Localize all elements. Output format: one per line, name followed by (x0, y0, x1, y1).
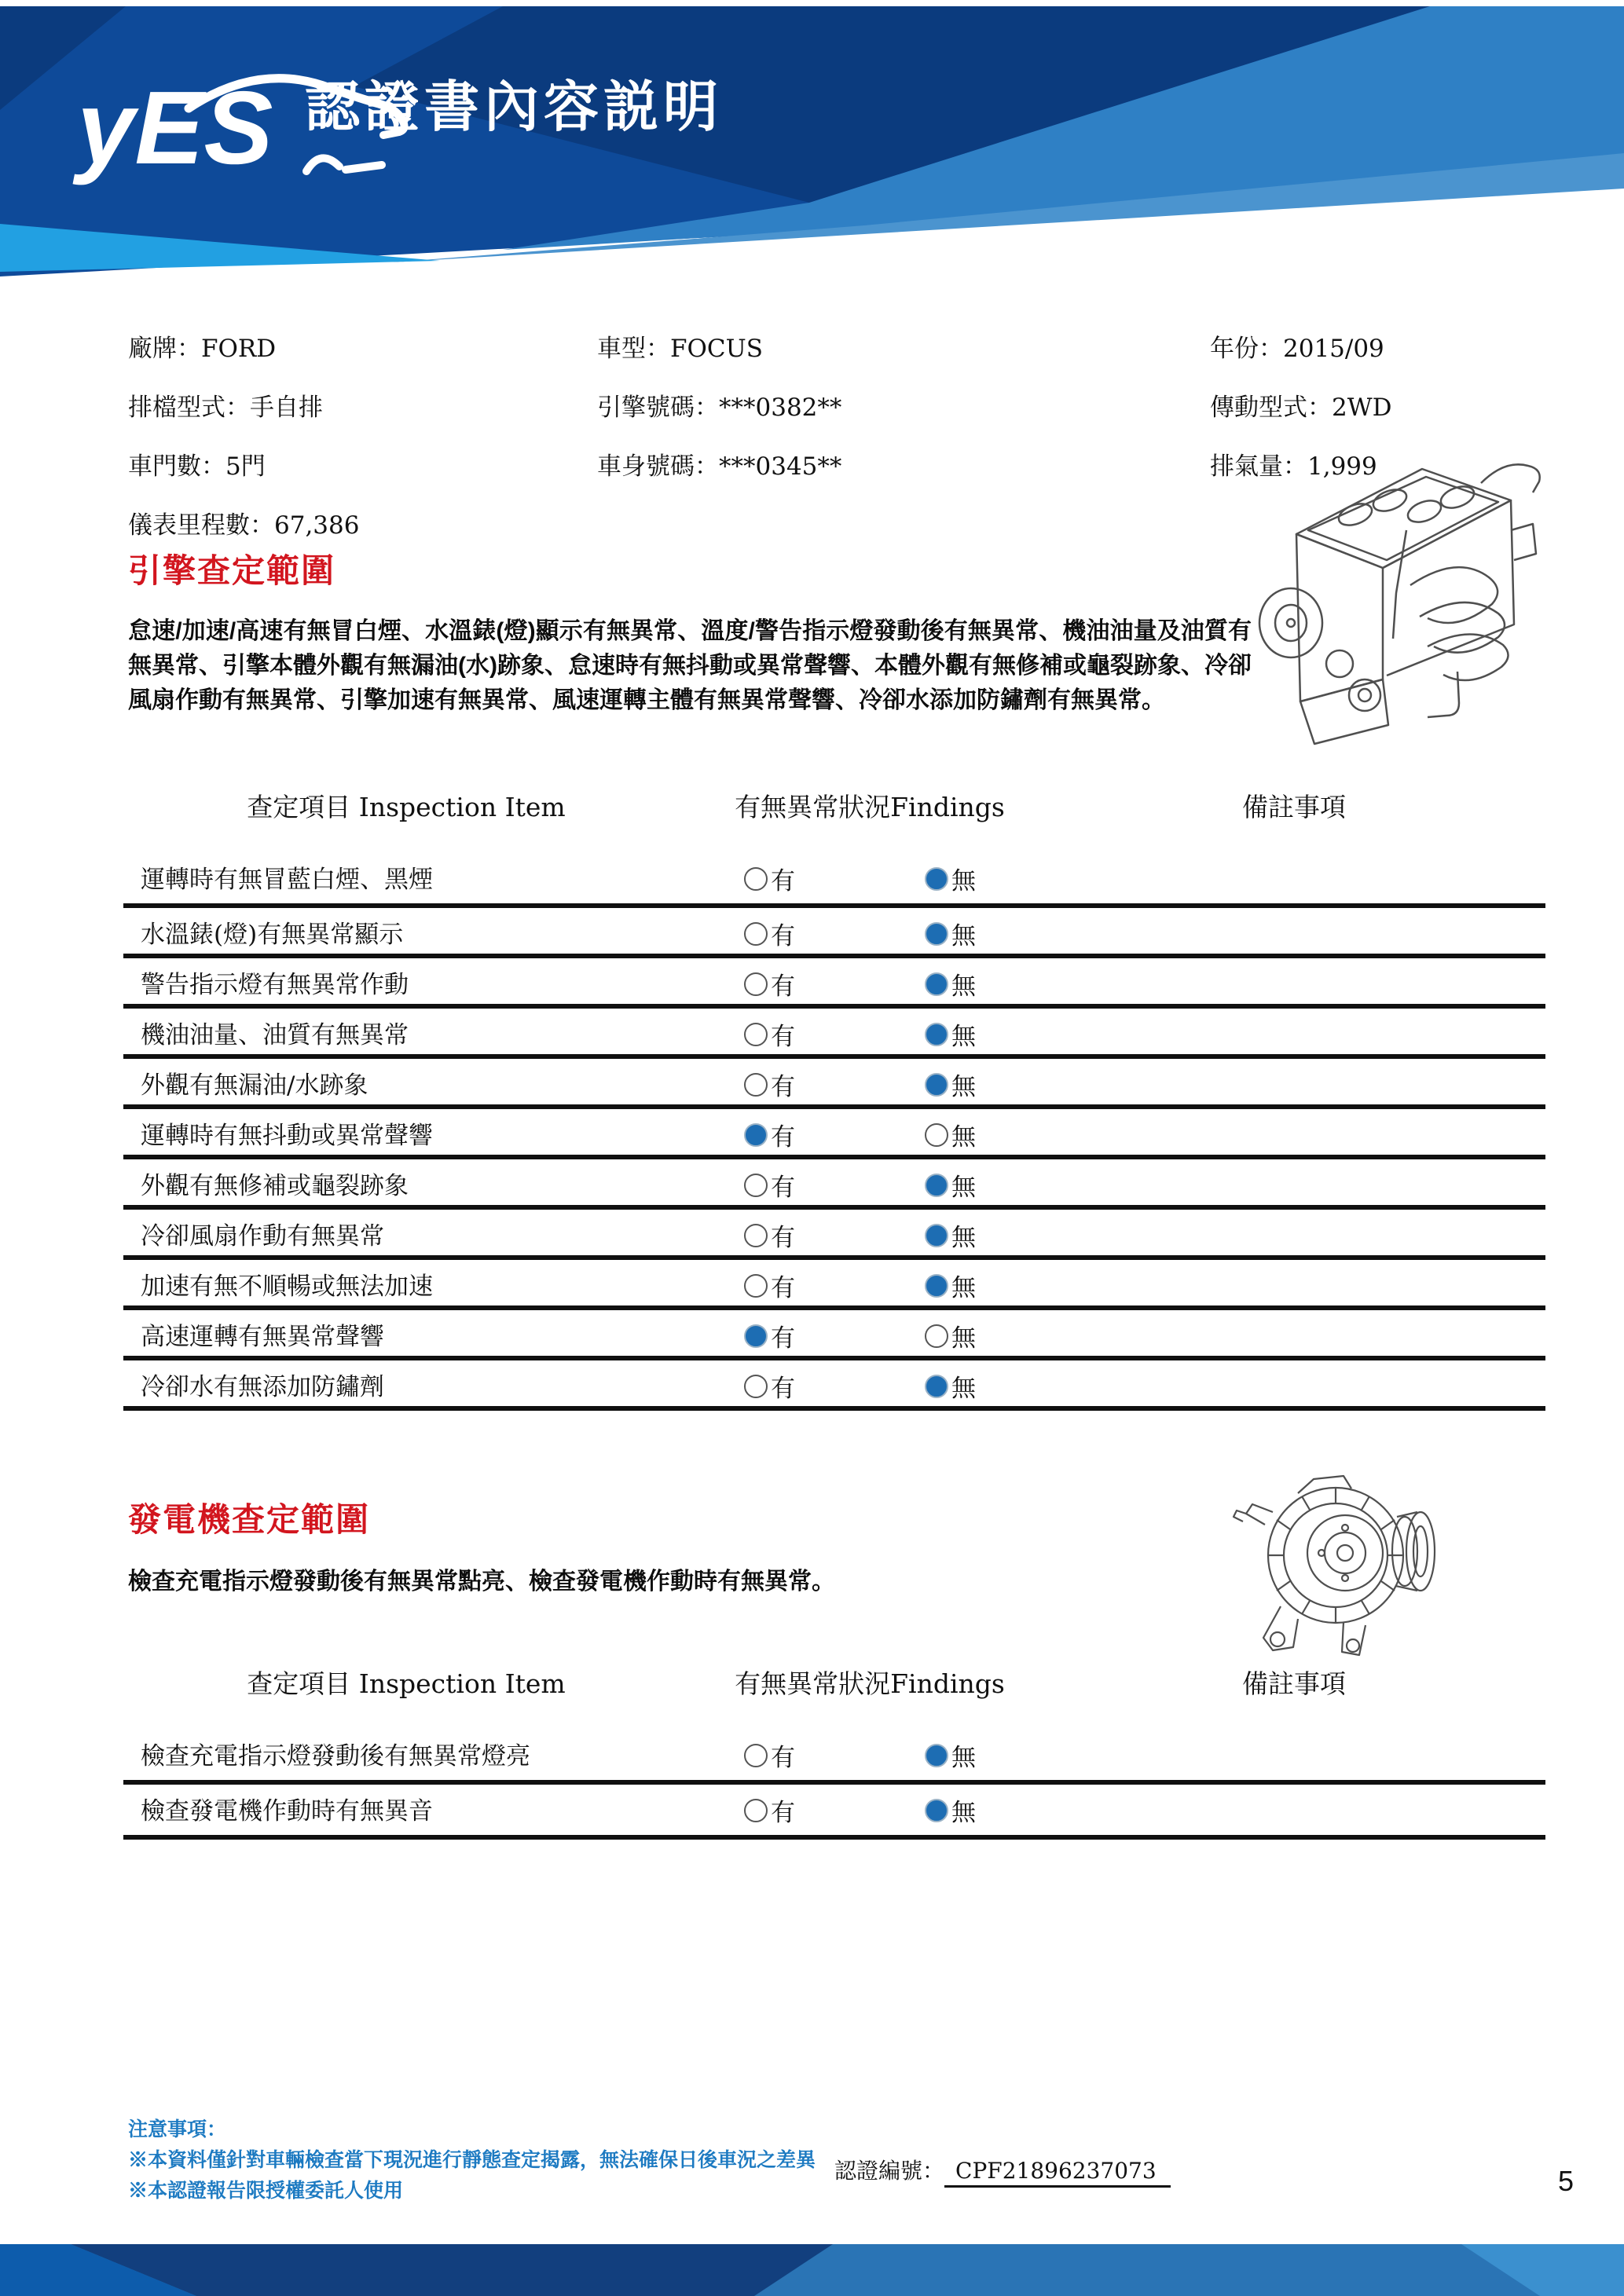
info-drivetrain: 傳動型式：2WD (1210, 394, 1392, 422)
radio-no-circle[interactable] (925, 1174, 948, 1197)
radio-no-circle[interactable] (925, 1744, 948, 1767)
column-header-item: 查定項目 Inspection Item (247, 1668, 566, 1699)
page-title: 認證書內容説明 (305, 76, 723, 137)
info-model: 車型：FOCUS (597, 335, 764, 363)
radio-yes[interactable]: 有 (744, 1268, 795, 1303)
svg-text:yES: yES (77, 70, 273, 185)
note-line: ※本認證報告限授權委託人使用 (128, 2180, 404, 2202)
table-row (123, 1785, 1545, 1840)
radio-yes[interactable]: 有 (744, 1792, 795, 1828)
inspection-item-label: 運轉時有無抖動或異常聲響 (141, 1122, 433, 1150)
table-row (123, 1360, 1545, 1411)
radio-no[interactable]: 無 (925, 1167, 976, 1203)
radio-yes-circle[interactable] (744, 1023, 768, 1046)
radio-no-circle[interactable] (925, 1274, 948, 1298)
table-row (123, 853, 1545, 908)
radio-yes-circle[interactable] (744, 1224, 768, 1247)
alternator-illustration (1226, 1465, 1461, 1669)
engine-section-description: 怠速/加速/高速有無冒白煙、水溫錶(燈)顯示有無異常、溫度/警告指示燈發動後有無異常、機油油量及油質有無異常、引擎本體外觀有無漏油(水)跡象、怠速時有無抖動或異常聲響、本體外觀有無修補或龜裂跡象、冷卻風扇作動有無異常、引擎加速有無異常、風速運轉主體有無異常聲響、冷卻水添加防鏽劑有無異常。 (128, 618, 1252, 713)
radio-no-circle[interactable] (925, 1224, 948, 1247)
radio-yes[interactable]: 有 (744, 861, 795, 896)
inspection-item-label: 加速有無不順暢或無法加速 (141, 1273, 433, 1301)
radio-yes[interactable]: 有 (744, 966, 795, 1002)
radio-no[interactable]: 無 (925, 1016, 976, 1052)
table-row (123, 908, 1545, 958)
radio-no[interactable]: 無 (925, 1067, 976, 1102)
column-header-remarks: 備註事項 (1242, 792, 1346, 822)
generator-section-description: 檢查充電指示燈發動後有無異常點亮、檢查發電機作動時有無異常。 (128, 1569, 835, 1595)
table-row (123, 1109, 1545, 1159)
radio-no[interactable]: 無 (925, 966, 976, 1002)
radio-no-circle[interactable] (925, 1073, 948, 1097)
inspection-item-label: 警告指示燈有無異常作動 (141, 971, 409, 999)
engine-illustration (1222, 436, 1567, 766)
table-row (123, 1730, 1545, 1785)
info-brand: 廠牌：FORD (128, 335, 277, 363)
inspection-item-label: 冷卻風扇作動有無異常 (141, 1222, 384, 1251)
inspection-item-label: 檢查發電機作動時有無異音 (141, 1797, 433, 1825)
table-row (123, 958, 1545, 1009)
radio-yes-circle[interactable] (744, 972, 768, 996)
radio-no[interactable]: 無 (925, 916, 976, 951)
generator-section-heading: 發電機查定範圍 (128, 1501, 371, 1538)
radio-no-circle[interactable] (925, 867, 948, 891)
radio-yes[interactable]: 有 (744, 1738, 795, 1773)
table-row (123, 1210, 1545, 1260)
column-header-item: 查定項目 Inspection Item (247, 792, 566, 822)
info-doors: 車門數：5門 (128, 452, 266, 481)
inspection-item-label: 外觀有無修補或龜裂跡象 (141, 1172, 409, 1200)
info-mileage: 儀表里程數：67,386 (128, 511, 360, 540)
table-row (123, 1009, 1545, 1059)
inspection-item-label: 高速運轉有無異常聲響 (141, 1323, 384, 1351)
generator-inspection-table (123, 1664, 1545, 1840)
radio-yes-circle[interactable] (744, 1123, 768, 1147)
table-row (123, 1260, 1545, 1310)
radio-no[interactable]: 無 (925, 1792, 976, 1828)
info-engine-no: 引擎號碼：***0382** (597, 394, 842, 422)
column-header-findings: 有無異常狀況Findings (735, 792, 1005, 822)
radio-no-circle[interactable] (925, 972, 948, 996)
inspection-item-label: 冷卻水有無添加防鏽劑 (141, 1373, 384, 1401)
radio-no[interactable]: 無 (925, 861, 976, 896)
info-transmission: 排檔型式：手自排 (128, 394, 323, 422)
table-row (123, 1159, 1545, 1210)
notes-title: 注意事項： (128, 2118, 227, 2140)
radio-yes-circle[interactable] (744, 867, 768, 891)
engine-section-heading: 引擎查定範圍 (128, 552, 336, 589)
radio-no-circle[interactable] (925, 1799, 948, 1822)
radio-yes-circle[interactable] (744, 1073, 768, 1097)
radio-no[interactable]: 無 (925, 1318, 976, 1353)
info-year: 年份：2015/09 (1210, 335, 1384, 363)
radio-no[interactable]: 無 (925, 1218, 976, 1253)
page-number: 5 (1557, 2165, 1574, 2197)
footer-notes (128, 2115, 816, 2206)
radio-no[interactable]: 無 (925, 1117, 976, 1152)
radio-no[interactable]: 無 (925, 1738, 976, 1773)
radio-yes-circle[interactable] (744, 922, 768, 946)
certificate-number-line (834, 2154, 1171, 2185)
inspection-item-label: 水溫錶(燈)有無異常顯示 (141, 921, 404, 949)
inspection-item-label: 運轉時有無冒藍白煙、黑煙 (141, 866, 433, 894)
radio-no[interactable]: 無 (925, 1268, 976, 1303)
radio-no-circle[interactable] (925, 1123, 948, 1147)
table-row (123, 1310, 1545, 1360)
radio-yes[interactable]: 有 (744, 1318, 795, 1353)
note-line: ※本資料僅針對車輛檢查當下現況進行靜態查定揭露，無法確保日後車況之差異 (128, 2149, 816, 2171)
inspection-item-label: 機油油量、油質有無異常 (141, 1021, 409, 1049)
footer-banner (0, 2244, 1624, 2296)
radio-yes-circle[interactable] (744, 1274, 768, 1298)
certificate-number-label: 認證編號： (834, 2158, 945, 2184)
column-header-remarks: 備註事項 (1242, 1668, 1346, 1699)
radio-no-circle[interactable] (925, 1023, 948, 1046)
radio-no-circle[interactable] (925, 922, 948, 946)
column-header-findings: 有無異常狀況Findings (735, 1668, 1005, 1699)
radio-yes-circle[interactable] (744, 1799, 768, 1822)
table-header (123, 787, 1545, 833)
radio-yes-circle[interactable] (744, 1324, 768, 1348)
radio-no-circle[interactable] (925, 1324, 948, 1348)
radio-yes[interactable]: 有 (744, 1368, 795, 1404)
table-row (123, 1059, 1545, 1109)
radio-no-circle[interactable] (925, 1375, 948, 1398)
radio-yes-circle[interactable] (744, 1174, 768, 1197)
header-banner (0, 0, 1624, 283)
inspection-item-label: 檢查充電指示燈發動後有無異常燈亮 (141, 1742, 530, 1771)
radio-yes-circle[interactable] (744, 1375, 768, 1398)
radio-yes[interactable]: 有 (744, 1218, 795, 1253)
info-displacement: 排氣量：1,999 (1210, 452, 1377, 481)
certificate-number-value: CPF21896237073 (944, 2158, 1171, 2188)
radio-yes[interactable]: 有 (744, 1067, 795, 1102)
radio-yes[interactable]: 有 (744, 1117, 795, 1152)
radio-yes[interactable]: 有 (744, 1016, 795, 1052)
table-header (123, 1664, 1545, 1709)
radio-yes-circle[interactable] (744, 1744, 768, 1767)
radio-yes[interactable]: 有 (744, 1167, 795, 1203)
info-body-no: 車身號碼：***0345** (597, 452, 842, 481)
radio-yes[interactable]: 有 (744, 916, 795, 951)
radio-no[interactable]: 無 (925, 1368, 976, 1404)
inspection-item-label: 外觀有無漏油/水跡象 (141, 1071, 368, 1100)
engine-inspection-table (123, 787, 1545, 1411)
